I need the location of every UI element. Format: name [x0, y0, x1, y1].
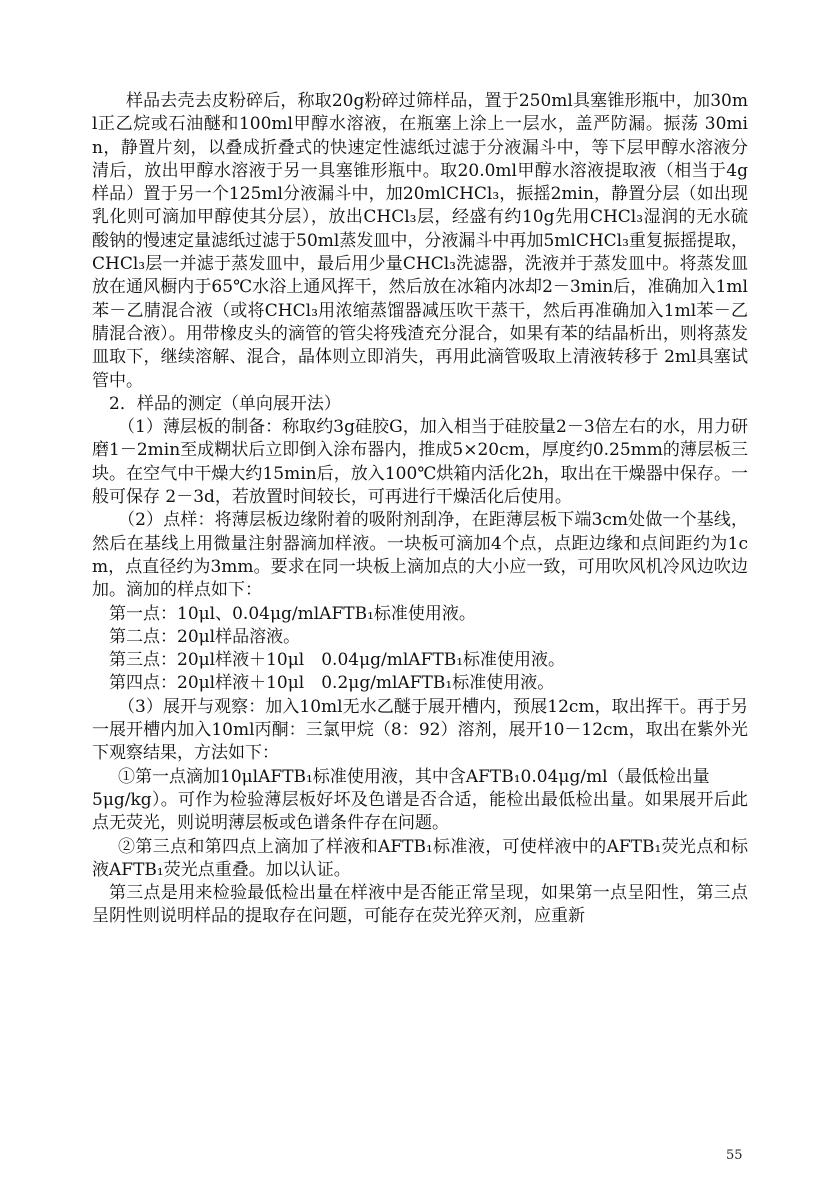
document-body [92, 90, 748, 929]
section-heading-sample-determination: 2．样品的测定（单向展开法） [109, 393, 341, 414]
paragraph-observation-1: ①第一点滴加10μlAFTB₁标准使用液，其中含AFTB₁0.04μg/ml（最低检出量 [118, 766, 710, 787]
paragraph-extraction: 样品去壳去皮粉碎后，称取20g粉碎过筛样品，置于250ml具塞锥形瓶中，加30ml正乙烷或石油醚和100ml甲醇水溶液，在瓶塞上涂上一层水，盖严防漏。振荡 30min，静置片刻，以叠成折叠式的快速定性滤纸过滤于分液漏斗中，等下层甲醇水溶液分清后，放出甲醇水溶液于另一具塞锥形瓶中。取20.0ml甲醇水溶液提取液（相当于4g样品）置于另一个125ml分液漏斗中，加20mlCHCl₃，振摇2min，静置分层（如出现乳化则可滴加甲醇使其分层），放出CHCl₃层，经盛有约10g先用CHCl₃湿润的无水硫酸钠的慢速定量滤纸过滤于50ml蒸发皿中，分液漏斗中再加5mlCHCl₃重复振摇提取，CHCl₃层一并滤于蒸发皿中，最后用少量CHCl₃洗滤器，洗液并于蒸发皿中。将蒸发皿放在通风橱内于65℃水浴上通风挥干，然后放在冰箱内冰却2－3min后，准确加入1ml苯－乙腈混合液（或将CHCl₃用浓缩蒸馏器减压吹干蒸干，然后再准确加入1ml苯－乙腈混合液）。用带橡皮头的滴管的管尖将残渣充分混合，如果有苯的结晶析出，则将蒸发皿取下，继续溶解、混合，晶体则立即消失，再用此滴管吸取上清液转移于 2ml具塞试管中。 [92, 91, 748, 391]
paragraph-plate-preparation: （1）薄层板的制备：称取约3g硅胶G，加入相当于硅胶量2－3倍左右的水，用力研磨1－2min至成糊状后立即倒入涂布器内，推成5×20cm，厚度约0.25mm的薄层板三块。在空气中干燥大约15min后，放入100℃烘箱内活化2h，取出在干燥器中保存。一般可保存 2－3d，若放置时间较长，可再进行干燥活化后使用。 [92, 417, 748, 508]
paragraph-observation-2: ②第三点和第四点上滴加了样液和AFTB₁标准液，可使样液中的AFTB₁荧光点和标液AFTB₁荧光点重叠。加以认证。 [92, 836, 748, 880]
paragraph-observation-1-cont: 5μg/kg）。可作为检验薄层板好坏及色谱是否合适，能检出最低检出量。如果展开后此点无荧光，则说明薄层板或色谱条件存在问题。 [92, 789, 748, 834]
page-number: 55 [726, 1148, 743, 1163]
paragraph-development: （3）展开与观察：加入10ml无水乙醚于展开槽内，预展12cm，取出挥干。再于另一展开槽内加入10ml丙酮：三氯甲烷（8：92）溶剂，展开10－12cm，取出在紫外光下观察结果，方法如下： [92, 696, 748, 764]
paragraph-spotting: （2）点样：将薄层板边缘附着的吸附剂刮净，在距薄层板下端3cm处做一个基线，然后在基线上用微量注射器滴加样液。一块板可滴加4个点，点距边缘和点间距约为1cm，点直径约为3mm。要求在同一块板上滴加点的大小应一致，可用吹风机冷风边吹边加。滴加的样点如下： [92, 510, 748, 601]
paragraph-third-point: 第三点是用来检验最低检出量在样液中是否能正常呈现，如果第一点呈阳性，第三点呈阴性则说明样品的提取存在问题，可能存在荧光猝灭剂，应重新 [92, 883, 748, 927]
list-item-point-2: 第二点：20μl样品溶液。 [109, 626, 301, 647]
list-item-point-1: 第一点：10μl、0.04μg/mlAFTB₁标准使用液。 [109, 603, 476, 624]
list-item-point-4: 第四点：20μl样液＋10μl 0.2μg/mlAFTB₁标准使用液。 [109, 673, 555, 694]
list-item-point-3: 第三点：20μl样液＋10μl 0.04μg/mlAFTB₁标准使用液。 [109, 650, 566, 671]
